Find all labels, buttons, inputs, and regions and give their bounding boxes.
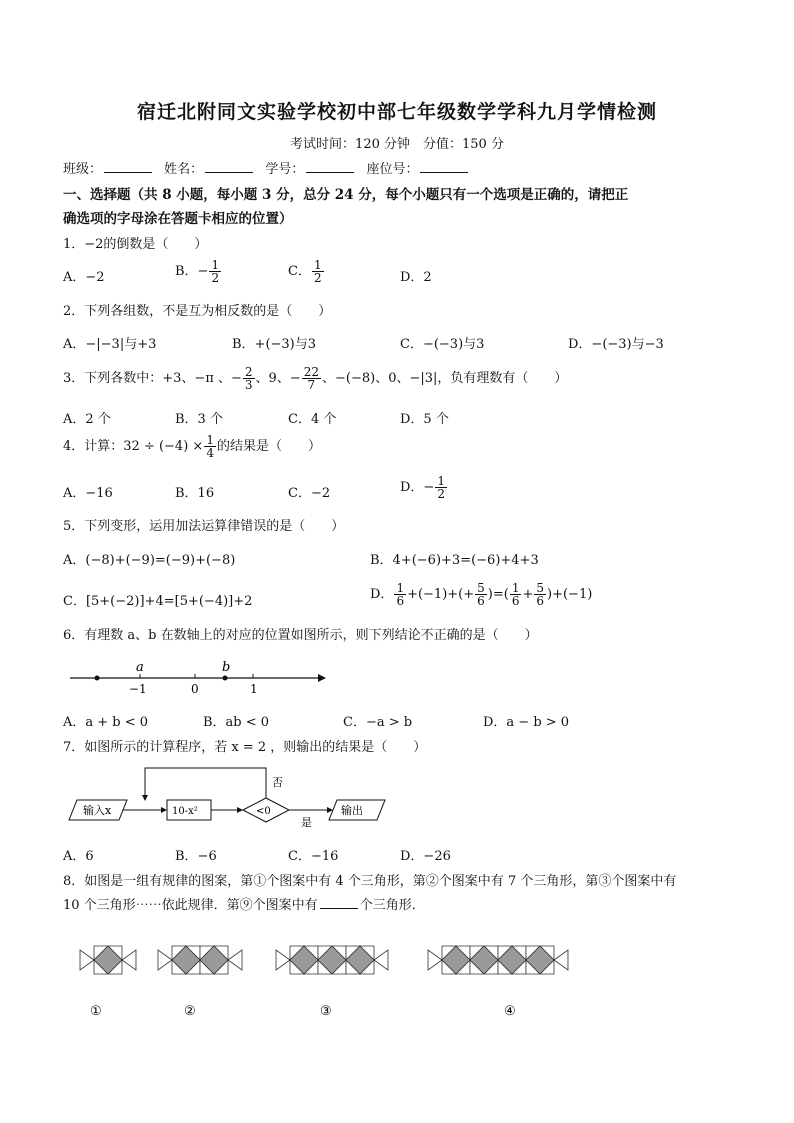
- q7-option-d[interactable]: D．−26: [400, 849, 451, 864]
- q6-option-d[interactable]: D．a − b > 0: [483, 715, 570, 730]
- name-label: 姓名：: [164, 162, 204, 177]
- q2-option-c[interactable]: C．−(−3)与3: [400, 337, 485, 352]
- pattern-4-cap: [554, 950, 568, 970]
- q7-option-b[interactable]: B．−6: [175, 849, 217, 864]
- q1-option-b[interactable]: [175, 259, 222, 284]
- q4-stem: 4．计算：32 ÷ (−4) × $\frac{1}{4}$ 的结果是（ ）: [63, 433, 321, 460]
- q2-option-b[interactable]: B．+(−3)与3: [232, 337, 317, 352]
- name-blank[interactable]: [205, 160, 253, 173]
- q1-b-label: B．−: [175, 264, 209, 279]
- label-b: b: [222, 660, 231, 675]
- q4-option-a[interactable]: A．−16: [63, 486, 113, 501]
- flow-output: 输出: [341, 804, 363, 817]
- flow-input: 输入x: [83, 804, 112, 817]
- q4-d-fraction: $\frac{1}{2}$: [437, 474, 445, 501]
- flow-condition: <0: [256, 806, 271, 817]
- student-info-row: [63, 158, 476, 177]
- point-b: [223, 676, 228, 681]
- flow-compute: 10-x²: [172, 806, 198, 817]
- q1-stem: 1．−2的倒数是（ ）: [63, 237, 208, 252]
- pattern-3-cap: [374, 950, 388, 970]
- label-a: a: [136, 660, 144, 675]
- id-label: 学号：: [265, 162, 305, 177]
- flow-yes: 是: [301, 816, 312, 829]
- number-line-figure: [60, 654, 330, 699]
- q4-option-b[interactable]: B．16: [175, 486, 215, 501]
- q6-option-b[interactable]: B．ab < 0: [203, 715, 270, 730]
- q4-fraction: $\frac{1}{4}$: [206, 433, 214, 460]
- pattern-label-3: ③: [320, 1004, 332, 1019]
- seat-label: 座位号：: [366, 162, 419, 177]
- seat-blank[interactable]: [420, 160, 468, 173]
- point-a: [95, 676, 100, 681]
- triangle-patterns-figure: [66, 922, 576, 1022]
- q5-option-d[interactable]: D． $\frac{1}{6}$ +(−1)+(+ $\frac{5}{6}$ )=( $\frac{1}{6}$ + $\frac{5}{6}$ )+(−1): [370, 581, 593, 608]
- class-blank[interactable]: [104, 160, 152, 173]
- q1-option-d[interactable]: D．2: [400, 270, 432, 285]
- q8-stem-line1: 8．如图是一组有规律的图案，第①个图案中有 4 个三角形，第②个图案中有 7 个三角形，第③个图案中有: [63, 874, 677, 889]
- class-label: 班级：: [63, 162, 103, 177]
- pattern-3-cap: [276, 950, 290, 970]
- q1-option-a[interactable]: A．−2: [63, 270, 105, 285]
- exam-time-score: 考试时间：120 分钟 分值：150 分: [290, 137, 504, 152]
- q5-stem: 5．下列变形，运用加法运算律错误的是（ ）: [63, 519, 345, 534]
- pattern-label-4: ④: [504, 1004, 516, 1019]
- q6-stem: 6．有理数 a、b 在数轴上的对应的位置如图所示，则下列结论不正确的是（ ）: [63, 628, 538, 643]
- tick-minus-1: −1: [129, 682, 147, 696]
- tick-0: 0: [191, 682, 199, 696]
- q3-option-b[interactable]: B．3 个: [175, 412, 223, 427]
- pattern-1-cap: [122, 950, 136, 970]
- q1-c-fraction: $\frac{1}{2}$: [313, 258, 322, 285]
- q3-option-c[interactable]: C．4 个: [288, 412, 337, 427]
- q6-option-c[interactable]: C．−a > b: [343, 715, 413, 730]
- flow-no: 否: [272, 776, 283, 789]
- q6-option-a[interactable]: A．a + b < 0: [63, 715, 149, 730]
- q3-fraction-1: $\frac{2}{3}$: [244, 365, 253, 392]
- pattern-1-cap: [80, 950, 94, 970]
- q5-option-a[interactable]: A．(−8)+(−9)=(−9)+(−8): [63, 553, 236, 568]
- pattern-label-1: ①: [90, 1004, 102, 1019]
- q3-stem: 3．下列各数中：+3、−π 、− $\frac{2}{3}$ 、9、− $\frac{22}{7}$ 、−(−8)、0、−|3|，负有理数有（ ）: [63, 365, 568, 392]
- q1-option-c[interactable]: [288, 259, 325, 284]
- q7-option-a[interactable]: A．6: [63, 849, 94, 864]
- q2-option-a[interactable]: A．−|−3|与+3: [63, 337, 157, 352]
- pattern-label-2: ②: [184, 1004, 196, 1019]
- q8-stem-line2: 10 个三角形⋯⋯依此规律．第⑨个图案中有 个三角形．: [63, 898, 425, 913]
- q4-option-d[interactable]: D．− $\frac{1}{2}$: [400, 474, 445, 501]
- q7-stem: 7．如图所示的计算程序，若 x = 2 ，则输出的结果是（ ）: [63, 740, 427, 755]
- flowchart-figure: [65, 760, 395, 830]
- q5-option-b[interactable]: B．4+(−6)+3=(−6)+4+3: [370, 553, 539, 568]
- pattern-2-cap: [228, 950, 242, 970]
- section1-heading-line2: 确选项的字母涂在答题卡相应的位置）: [63, 211, 293, 227]
- tick-1: 1: [250, 682, 258, 696]
- q1-b-fraction: $\frac{1}{2}$: [211, 258, 220, 285]
- q3-fraction-2: $\frac{22}{7}$: [303, 365, 319, 392]
- section1-heading-line1: 一、选择题（共 8 小题，每小题 3 分，总分 24 分，每个小题只有一个选项是正确的，请把正: [63, 187, 629, 203]
- id-blank[interactable]: [306, 160, 354, 173]
- q8-answer-blank[interactable]: [320, 896, 358, 909]
- pattern-2-cap: [158, 950, 172, 970]
- q3-option-a[interactable]: A．2 个: [63, 412, 111, 427]
- q4-option-c[interactable]: C．−2: [288, 486, 331, 501]
- exam-title: 宿迁北附同文实验学校初中部七年级数学学科九月学情检测: [136, 101, 657, 123]
- q2-stem: 2．下列各组数，不是互为相反数的是（ ）: [63, 304, 332, 319]
- q1-c-label: C．: [288, 264, 311, 279]
- q3-option-d[interactable]: D．5 个: [400, 412, 449, 427]
- q7-option-c[interactable]: C．−16: [288, 849, 339, 864]
- q5-option-c[interactable]: C．[5+(−2)]+4=[5+(−4)]+2: [63, 594, 253, 609]
- q2-option-d[interactable]: D．−(−3)与−3: [568, 337, 664, 352]
- pattern-4-cap: [428, 950, 442, 970]
